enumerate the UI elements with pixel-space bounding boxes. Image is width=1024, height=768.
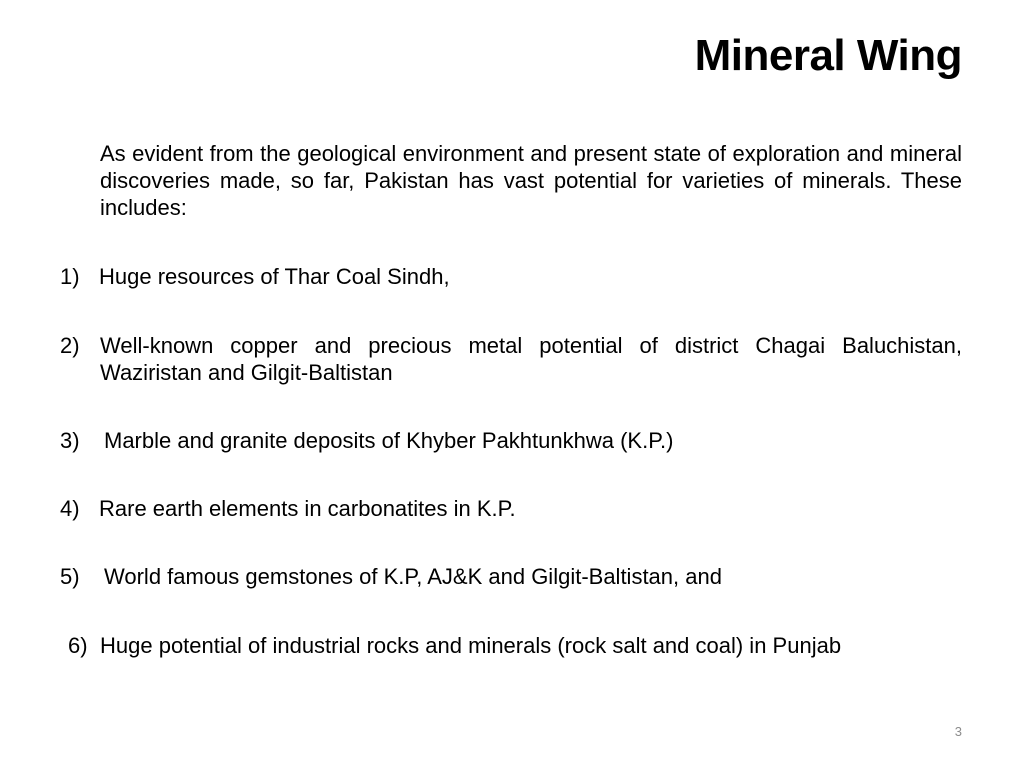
list-item-number: 1): [60, 264, 80, 289]
list-item-text: Huge resources of Thar Coal Sindh,: [99, 264, 450, 289]
slide-title: Mineral Wing: [694, 31, 962, 80]
list-item-text: Well-known copper and precious metal potential of district Chagai Baluchistan, Waziristan and Gilgit-Baltistan: [100, 333, 962, 385]
list-item: [60, 427, 962, 454]
list-item-text: World famous gemstones of K.P, AJ&K and Gilgit-Baltistan, and: [104, 564, 722, 589]
list-item: [60, 563, 962, 590]
list-item-number: 2): [60, 333, 80, 358]
list-item: [60, 332, 962, 386]
intro-paragraph: As evident from the geological environment and present state of exploration and mineral discoveries made, so far, Pakistan has vast potential for varieties of minerals. These includes:: [100, 141, 962, 220]
list-item: [60, 263, 962, 290]
list-item-text: Marble and granite deposits of Khyber Pakhtunkhwa (K.P.): [104, 428, 674, 453]
list-item-number: 5): [60, 564, 80, 589]
list-item-number: 3): [60, 428, 80, 453]
page-number: 3: [954, 724, 962, 739]
list-item: [60, 495, 962, 522]
list-item-number: 6): [68, 633, 88, 658]
list-item: [68, 632, 962, 659]
list-item-text: Huge potential of industrial rocks and minerals (rock salt and coal) in Punjab: [100, 633, 842, 658]
list-item-text: Rare earth elements in carbonatites in K.P.: [99, 496, 516, 521]
list-item-number: 4): [60, 496, 80, 521]
